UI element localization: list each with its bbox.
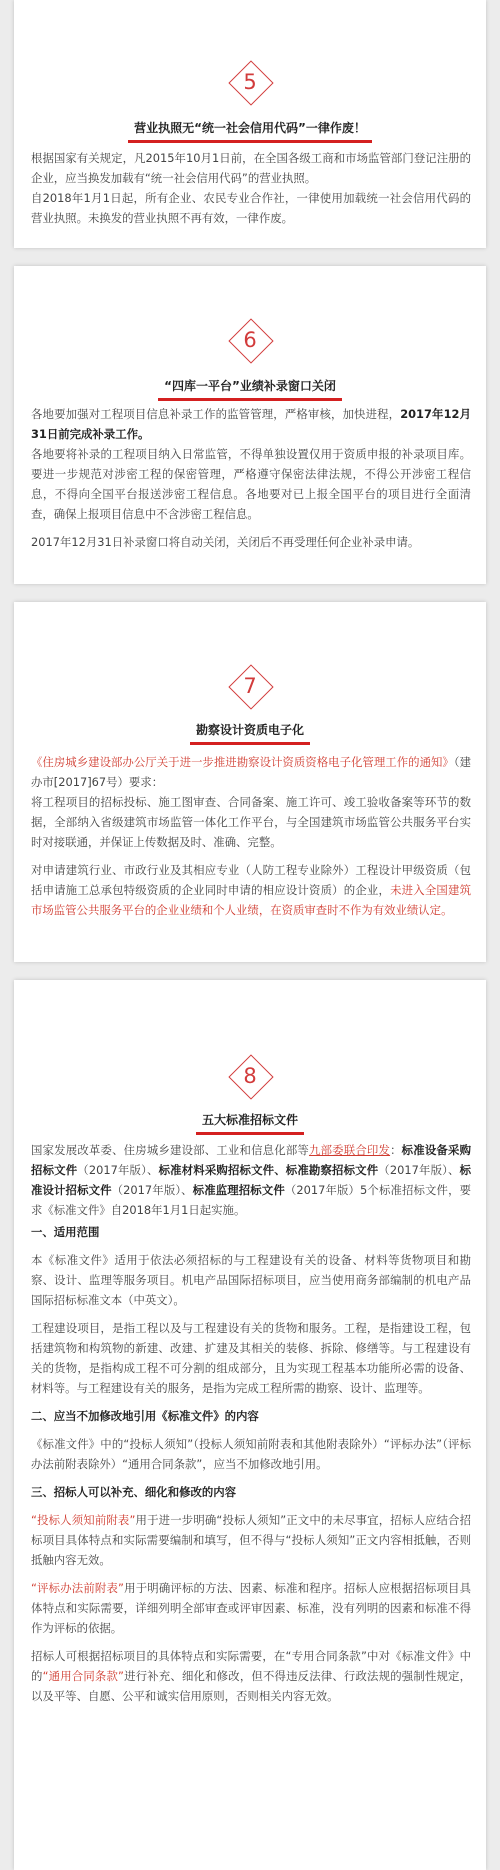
section-number: 6 — [243, 328, 257, 352]
source-link[interactable]: 九部委联合印发 — [308, 1143, 391, 1157]
section-body — [31, 752, 471, 920]
paragraph: “评标办法前附表”用于明确评标的方法、因素、标准和程序。招标人应根据招标项目具体特点和实际需要，详细列明全部审查或评审因素、标准，没有列明的因素和标准不得作为评标的依据。 — [31, 1581, 471, 1635]
section-number-badge — [14, 1054, 486, 1098]
section-heading: 营业执照无“统一社会信用代码”一律作废！ — [14, 120, 486, 143]
section-number: 8 — [243, 1064, 257, 1088]
section-number-badge — [14, 60, 486, 104]
section-heading: 勘察设计资质电子化 — [14, 722, 486, 745]
paragraph: 国家发展改革委、住房城乡建设部、工业和信息化部等九部委联合印发：标准设备采购招标文件（2017年版）、标准材料采购招标文件、标准勘察招标文件（2017年版）、标准设计招标文件（2017年版）、标准监理招标文件（2017年版）5个标准招标文件，要求《标准文件》自2018年1月1日起实施。 — [31, 1143, 471, 1217]
section-card-5 — [14, 0, 486, 248]
paragraph: 将工程项目的招标投标、施工图审查、合同备案、施工许可、竣工验收备案等环节的数据，全部纳入省级建筑市场监管一体化工作平台，与全国建筑市场监管公共服务平台实时对接联通，并保证上传数据及时、准确、完整。 — [31, 795, 471, 849]
paragraph: 《标准文件》中的“投标人须知”（投标人须知前附表和其他附表除外）“评标办法”（评标办法前附表除外）“通用合同条款”，应当不加修改地引用。 — [31, 1437, 471, 1471]
paragraph: 本《标准文件》适用于依法必须招标的与工程建设有关的设备、材料等货物项目和勘察、设计、监理等服务项目。机电产品国际招标项目，应当使用商务部编制的机电产品国际招标标准文本（中英文）。 — [31, 1253, 471, 1307]
section-body — [31, 404, 471, 552]
paragraph: “投标人须知前附表”用于进一步明确“投标人须知”正文中的未尽事宜，招标人应结合招标项目具体特点和实际需要编制和填写，但不得与“投标人须知”正文内容相抵触，否则抵触内容无效。 — [31, 1513, 471, 1567]
paragraph: 对申请建筑行业、市政行业及其相应专业（人防工程专业除外）工程设计甲级资质（包括申请施工总承包特级资质的企业同时申请的相应设计资质）的企业，未进入全国建筑市场监管公共服务平台的企业业绩和个人业绩，在资质审查时不作为有效业绩认定。 — [31, 863, 471, 917]
subheading: 三、招标人可以补充、细化和修改的内容 — [31, 1485, 237, 1499]
paragraph: 各地要加强对工程项目信息补录工作的监管管理，严格审核，加快进程，2017年12月31日前完成补录工作。 — [31, 407, 471, 441]
section-number: 7 — [243, 674, 257, 698]
section-number: 5 — [243, 70, 257, 94]
section-number-badge — [14, 664, 486, 708]
section-number-badge — [14, 318, 486, 362]
section-heading: 五大标准招标文件 — [14, 1112, 486, 1135]
section-card-8 — [14, 980, 486, 1870]
paragraph: 工程建设项目，是指工程以及与工程建设有关的货物和服务。工程，是指建设工程，包括建筑物和构筑物的新建、改建、扩建及其相关的装修、拆除、修缮等。与工程建设有关的货物，是指构成工程不可分割的组成部分，且为实现工程基本功能所必需的设备、材料等。与工程建设有关的服务，是指为完成工程所需的勘察、设计、监理等。 — [31, 1321, 471, 1395]
subheading: 一、适用范围 — [31, 1225, 100, 1239]
subheading: 二、应当不加修改地引用《标准文件》的内容 — [31, 1409, 259, 1423]
section-body — [31, 148, 471, 228]
paragraph: 《住房城乡建设部办公厅关于进一步推进勘察设计资质资格电子化管理工作的通知》（建办市[2017]67号）要求： — [31, 755, 471, 789]
paragraph: 各地要将补录的工程项目纳入日常监管，不得单独设置仅用于资质申报的补录项目库。要进一步规范对涉密工程的保密管理，严格遵守保密法律法规，不得公开涉密工程信息，不得向全国平台报送涉密工程信息。各地要对已上报全国平台的项目进行全面清查，确保上报项目信息中不含涉密工程信息。 — [31, 447, 471, 521]
paragraph: 招标人可根据招标项目的具体特点和实际需要，在“专用合同条款”中对《标准文件》中的“通用合同条款”进行补充、细化和修改，但不得违反法律、行政法规的强制性规定，以及平等、自愿、公平和诚实信用原则，否则相关内容无效。 — [31, 1649, 471, 1703]
paragraph: 根据国家有关规定，凡2015年10月1日前，在全国各级工商和市场监管部门登记注册的企业，应当换发加载有“统一社会信用代码”的营业执照。 — [31, 151, 471, 185]
notice-title-link[interactable]: 《住房城乡建设部办公厅关于进一步推进勘察设计资质资格电子化管理工作的通知》 — [31, 755, 454, 769]
section-heading: “四库一平台”业绩补录窗口关闭 — [14, 378, 486, 401]
paragraph: 自2018年1月1日起，所有企业、农民专业合作社，一律使用加载统一社会信用代码的营业执照。未换发的营业执照不再有效，一律作废。 — [31, 191, 471, 225]
section-card-7 — [14, 602, 486, 962]
section-body — [31, 1140, 471, 1706]
section-card-6 — [14, 266, 486, 584]
paragraph: 2017年12月31日补录窗口将自动关闭，关闭后不再受理任何企业补录申请。 — [31, 535, 420, 549]
